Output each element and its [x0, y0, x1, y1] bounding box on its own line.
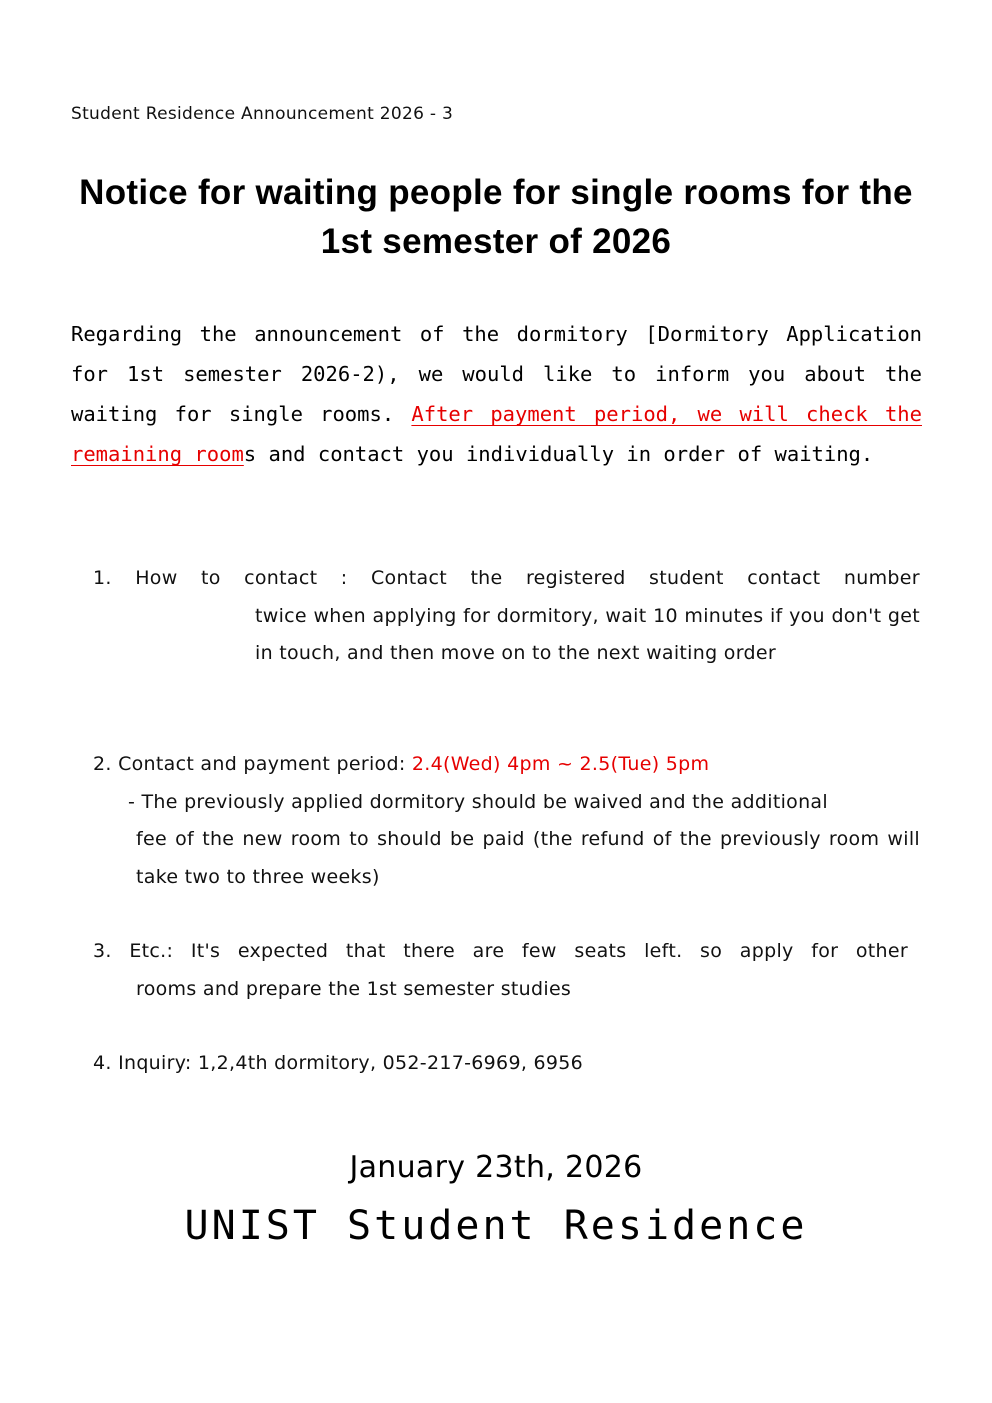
item1-word: contact	[244, 567, 318, 589]
item2-first-line	[93, 746, 920, 784]
notice-title	[60, 168, 932, 266]
title-line-2: 1st semester of 2026	[320, 222, 672, 261]
item2-sub-continuation: fee of the new room to should be paid (the refund of the previously room will take two to three weeks)	[136, 828, 920, 888]
item1-word: the	[470, 567, 503, 589]
item1-word: How	[135, 567, 178, 589]
item2-label: 2. Contact and payment period:	[93, 753, 412, 775]
intro-text-before: Regarding the announcement of the dormitory [Dormitory Application for 1st semester 2026-2), we would like to inform you about the waiting for single rooms.	[71, 322, 922, 426]
item1-word: student	[649, 567, 724, 589]
item1-word: 1.	[93, 567, 112, 589]
list-item-contact-period	[93, 746, 920, 896]
list-item-contact-method	[93, 560, 920, 673]
list-item-etc	[93, 933, 908, 1008]
intro-paragraph	[71, 314, 922, 474]
item1-word: contact	[747, 567, 821, 589]
item1-first-line	[93, 560, 920, 598]
list-item-inquiry: 4. Inquiry: 1,2,4th dormitory, 052-217-6969, 6956	[93, 1052, 584, 1074]
item1-word: number	[843, 567, 920, 589]
item3-continuation: rooms and prepare the 1st semester studies	[136, 977, 572, 1000]
item1-word: Contact	[370, 567, 447, 589]
item2-period: 2.4(Wed) 4pm ~ 2.5(Tue) 5pm	[411, 753, 710, 775]
intro-highlight: After payment period, we will check the remaining room	[71, 402, 922, 466]
item2-sub-first: - The previously applied dormitory should be waived and the additional	[128, 790, 828, 813]
notice-date: January 23th, 2026	[349, 1150, 643, 1185]
item1-continuation: twice when applying for dormitory, wait 10 minutes if you don't get in touch, and then move on to the next waiting order	[255, 604, 920, 664]
organization-name: UNIST Student Residence	[184, 1203, 808, 1249]
item1-word: registered	[525, 567, 626, 589]
title-line-1: Notice for waiting people for single rooms for the	[79, 173, 913, 212]
item1-word: to	[201, 567, 221, 589]
item1-word: :	[340, 567, 348, 589]
intro-text-after: s and contact you individually in order of waiting.	[243, 442, 874, 466]
announcement-number: Student Residence Announcement 2026 - 3	[71, 104, 454, 124]
item3-first-line: 3. Etc.: It's expected that there are few seats left. so apply for other	[93, 940, 908, 962]
